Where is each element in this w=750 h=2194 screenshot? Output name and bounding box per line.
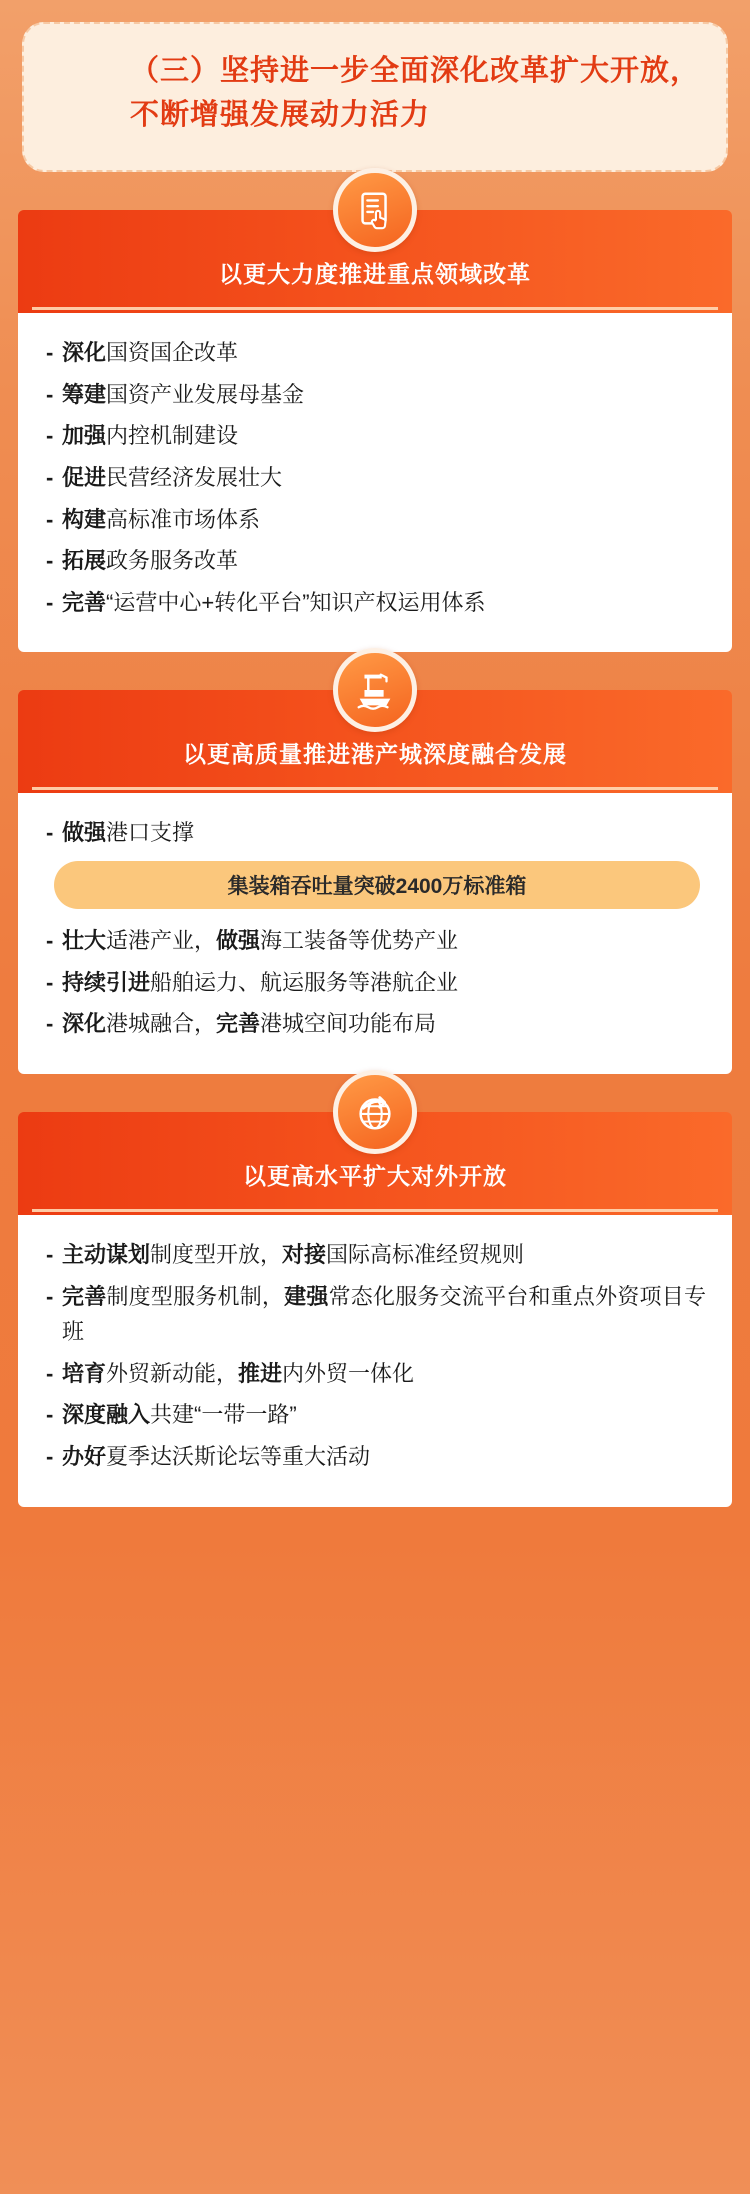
header-divider — [18, 1209, 732, 1215]
list-item: - 深化港城融合，完善港城空间功能布局 — [44, 1006, 706, 1042]
item-list — [44, 815, 706, 851]
list-item: - 持续引进船舶运力、航运服务等港航企业 — [44, 965, 706, 1001]
header-divider — [18, 787, 732, 793]
section-card — [18, 210, 732, 652]
page-title: （三）坚持进一步全面深化改革扩大开放，不断增强发展动力活力 — [130, 55, 701, 131]
section-heading: 以更高水平扩大对外开放 — [243, 1162, 507, 1189]
item-list — [44, 1237, 706, 1475]
list-item: - 培育外贸新动能，推进内外贸一体化 — [44, 1356, 706, 1392]
list-item: - 完善制度型服务机制，建强常态化服务交流平台和重点外资项目专班 — [44, 1279, 706, 1350]
list-item: - 拓展政务服务改革 — [44, 543, 706, 579]
item-list — [44, 335, 706, 620]
list-item: - 完善“运营中心+转化平台”知识产权运用体系 — [44, 585, 706, 621]
banner-header — [22, 22, 728, 172]
list-item: - 主动谋划制度型开放，对接国际高标准经贸规则 — [44, 1237, 706, 1273]
list-item: - 深度融入共建“一带一路” — [44, 1397, 706, 1433]
section-heading: 以更高质量推进港产城深度融合发展 — [183, 741, 567, 768]
globe-arrow-icon — [333, 1070, 417, 1154]
list-item: - 壮大适港产业，做强海工装备等优势产业 — [44, 923, 706, 959]
list-item: - 促进民营经济发展壮大 — [44, 460, 706, 496]
section-body — [18, 1215, 732, 1507]
section-body — [18, 793, 732, 1074]
item-list — [44, 923, 706, 1042]
section-heading: 以更大力度推进重点领域改革 — [219, 261, 531, 287]
document-hand-icon — [333, 168, 417, 252]
list-item: - 构建高标准市场体系 — [44, 502, 706, 538]
port-crane-ship-icon — [333, 648, 417, 732]
infographic-page — [18, 22, 732, 1507]
list-item: - 做强港口支撑 — [44, 815, 706, 851]
list-item: - 加强内控机制建设 — [44, 418, 706, 454]
list-item: - 筹建国资产业发展母基金 — [44, 377, 706, 413]
list-item: - 办好夏季达沃斯论坛等重大活动 — [44, 1439, 706, 1475]
list-item: - 深化国资国企改革 — [44, 335, 706, 371]
header-divider — [18, 307, 732, 313]
section-body — [18, 313, 732, 652]
highlight-badge: 集装箱吞吐量突破2400万标准箱 — [54, 861, 700, 909]
section-card — [18, 690, 732, 1074]
section-card — [18, 1112, 732, 1507]
